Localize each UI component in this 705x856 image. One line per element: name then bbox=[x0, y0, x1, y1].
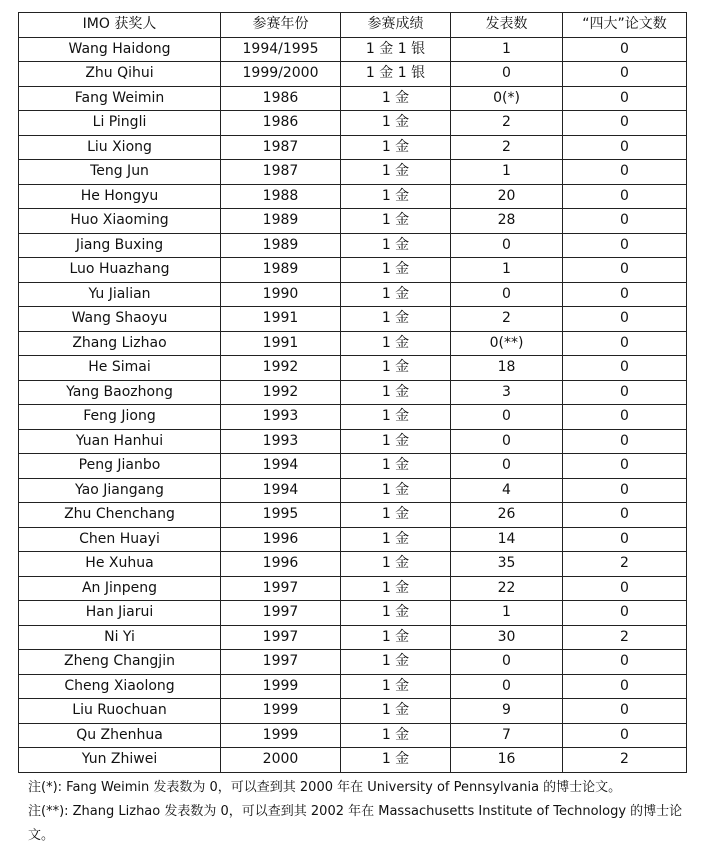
cell-top-four-papers: 0 bbox=[563, 111, 687, 136]
cell-top-four-papers: 0 bbox=[563, 331, 687, 356]
cell-winner: Peng Jianbo bbox=[19, 454, 221, 479]
cell-result: 1 金 bbox=[341, 233, 451, 258]
cell-winner: Jiang Buxing bbox=[19, 233, 221, 258]
table-row bbox=[19, 625, 687, 650]
cell-result: 1 金 bbox=[341, 478, 451, 503]
cell-year: 1992 bbox=[221, 380, 341, 405]
table-row bbox=[19, 209, 687, 234]
cell-result: 1 金 bbox=[341, 625, 451, 650]
cell-year: 1999 bbox=[221, 699, 341, 724]
cell-winner: Yao Jiangang bbox=[19, 478, 221, 503]
cell-year: 1997 bbox=[221, 625, 341, 650]
cell-result: 1 金 1 银 bbox=[341, 37, 451, 62]
table-row bbox=[19, 478, 687, 503]
footnote-2: 注(**): Zhang Lizhao 发表数为 0，可以查到其 2002 年在 Massachusetts Institute of Technology 的博士论文。 bbox=[28, 804, 683, 843]
cell-winner: Huo Xiaoming bbox=[19, 209, 221, 234]
cell-top-four-papers: 0 bbox=[563, 307, 687, 332]
cell-top-four-papers: 0 bbox=[563, 527, 687, 552]
cell-year: 1996 bbox=[221, 527, 341, 552]
cell-publications: 4 bbox=[451, 478, 563, 503]
footnote-1: 注(*): Fang Weimin 发表数为 0，可以查到其 2000 年在 University of Pennsylvania 的博士论文。 bbox=[28, 780, 622, 795]
cell-winner: Feng Jiong bbox=[19, 405, 221, 430]
cell-publications: 0(**) bbox=[451, 331, 563, 356]
cell-year: 1999/2000 bbox=[221, 62, 341, 87]
table-body bbox=[19, 37, 687, 772]
table-row bbox=[19, 111, 687, 136]
cell-year: 1997 bbox=[221, 601, 341, 626]
cell-top-four-papers: 0 bbox=[563, 62, 687, 87]
cell-publications: 0 bbox=[451, 62, 563, 87]
cell-result: 1 金 bbox=[341, 282, 451, 307]
cell-year: 1991 bbox=[221, 331, 341, 356]
cell-publications: 20 bbox=[451, 184, 563, 209]
cell-winner: Luo Huazhang bbox=[19, 258, 221, 283]
cell-winner: Yun Zhiwei bbox=[19, 748, 221, 773]
cell-winner: Chen Huayi bbox=[19, 527, 221, 552]
cell-winner: Yu Jialian bbox=[19, 282, 221, 307]
cell-publications: 2 bbox=[451, 111, 563, 136]
table-row bbox=[19, 356, 687, 381]
cell-publications: 0 bbox=[451, 674, 563, 699]
cell-publications: 0 bbox=[451, 282, 563, 307]
cell-year: 1992 bbox=[221, 356, 341, 381]
cell-year: 1989 bbox=[221, 209, 341, 234]
cell-top-four-papers: 2 bbox=[563, 748, 687, 773]
cell-top-four-papers: 0 bbox=[563, 356, 687, 381]
cell-result: 1 金 bbox=[341, 209, 451, 234]
header-year: 参赛年份 bbox=[221, 13, 341, 38]
cell-year: 1995 bbox=[221, 503, 341, 528]
cell-year: 1991 bbox=[221, 307, 341, 332]
cell-year: 1993 bbox=[221, 429, 341, 454]
table-row bbox=[19, 429, 687, 454]
cell-publications: 3 bbox=[451, 380, 563, 405]
cell-publications: 26 bbox=[451, 503, 563, 528]
cell-result: 1 金 bbox=[341, 601, 451, 626]
cell-year: 2000 bbox=[221, 748, 341, 773]
table-row bbox=[19, 674, 687, 699]
cell-top-four-papers: 0 bbox=[563, 699, 687, 724]
cell-winner: Wang Shaoyu bbox=[19, 307, 221, 332]
cell-result: 1 金 bbox=[341, 331, 451, 356]
cell-publications: 1 bbox=[451, 160, 563, 185]
imo-winners-table bbox=[18, 12, 687, 773]
cell-year: 1989 bbox=[221, 233, 341, 258]
cell-result: 1 金 bbox=[341, 307, 451, 332]
cell-year: 1999 bbox=[221, 674, 341, 699]
table-row bbox=[19, 527, 687, 552]
table-row bbox=[19, 699, 687, 724]
cell-result: 1 金 bbox=[341, 111, 451, 136]
cell-year: 1996 bbox=[221, 552, 341, 577]
cell-publications: 35 bbox=[451, 552, 563, 577]
cell-top-four-papers: 0 bbox=[563, 601, 687, 626]
cell-top-four-papers: 2 bbox=[563, 625, 687, 650]
table-row bbox=[19, 86, 687, 111]
cell-result: 1 金 bbox=[341, 552, 451, 577]
cell-publications: 0 bbox=[451, 454, 563, 479]
cell-top-four-papers: 0 bbox=[563, 405, 687, 430]
cell-winner: Yang Baozhong bbox=[19, 380, 221, 405]
cell-result: 1 金 bbox=[341, 454, 451, 479]
table-row bbox=[19, 380, 687, 405]
cell-winner: Teng Jun bbox=[19, 160, 221, 185]
cell-result: 1 金 bbox=[341, 429, 451, 454]
cell-top-four-papers: 0 bbox=[563, 282, 687, 307]
cell-result: 1 金 bbox=[341, 160, 451, 185]
table-row bbox=[19, 576, 687, 601]
cell-winner: Cheng Xiaolong bbox=[19, 674, 221, 699]
cell-winner: Zhu Chenchang bbox=[19, 503, 221, 528]
cell-year: 1987 bbox=[221, 135, 341, 160]
cell-top-four-papers: 0 bbox=[563, 135, 687, 160]
cell-result: 1 金 bbox=[341, 527, 451, 552]
cell-top-four-papers: 0 bbox=[563, 184, 687, 209]
table-row bbox=[19, 552, 687, 577]
cell-top-four-papers: 0 bbox=[563, 650, 687, 675]
cell-top-four-papers: 0 bbox=[563, 160, 687, 185]
header-winner: IMO 获奖人 bbox=[19, 13, 221, 38]
cell-result: 1 金 bbox=[341, 380, 451, 405]
cell-winner: Zhang Lizhao bbox=[19, 331, 221, 356]
cell-publications: 0 bbox=[451, 650, 563, 675]
cell-top-four-papers: 0 bbox=[563, 503, 687, 528]
cell-year: 1986 bbox=[221, 111, 341, 136]
table-row bbox=[19, 331, 687, 356]
cell-publications: 0 bbox=[451, 405, 563, 430]
table-row bbox=[19, 601, 687, 626]
cell-result: 1 金 bbox=[341, 258, 451, 283]
table-row bbox=[19, 258, 687, 283]
cell-winner: Zhu Qihui bbox=[19, 62, 221, 87]
table-row bbox=[19, 233, 687, 258]
cell-winner: Qu Zhenhua bbox=[19, 723, 221, 748]
cell-publications: 30 bbox=[451, 625, 563, 650]
footnotes bbox=[28, 776, 688, 848]
cell-publications: 9 bbox=[451, 699, 563, 724]
cell-top-four-papers: 0 bbox=[563, 37, 687, 62]
cell-winner: He Simai bbox=[19, 356, 221, 381]
table-header bbox=[19, 13, 687, 38]
cell-year: 1997 bbox=[221, 576, 341, 601]
cell-result: 1 金 bbox=[341, 650, 451, 675]
cell-top-four-papers: 0 bbox=[563, 429, 687, 454]
table-row bbox=[19, 723, 687, 748]
cell-year: 1989 bbox=[221, 258, 341, 283]
cell-top-four-papers: 2 bbox=[563, 552, 687, 577]
cell-result: 1 金 bbox=[341, 723, 451, 748]
cell-winner: Ni Yi bbox=[19, 625, 221, 650]
cell-publications: 0 bbox=[451, 233, 563, 258]
cell-year: 1999 bbox=[221, 723, 341, 748]
cell-winner: Yuan Hanhui bbox=[19, 429, 221, 454]
cell-publications: 2 bbox=[451, 135, 563, 160]
cell-year: 1997 bbox=[221, 650, 341, 675]
header-result: 参赛成绩 bbox=[341, 13, 451, 38]
cell-result: 1 金 bbox=[341, 748, 451, 773]
table-row bbox=[19, 503, 687, 528]
header-publications: 发表数 bbox=[451, 13, 563, 38]
table-row bbox=[19, 405, 687, 430]
cell-publications: 22 bbox=[451, 576, 563, 601]
cell-top-four-papers: 0 bbox=[563, 209, 687, 234]
header-top-four-papers: “四大”论文数 bbox=[563, 13, 687, 38]
cell-winner: Li Pingli bbox=[19, 111, 221, 136]
cell-publications: 1 bbox=[451, 601, 563, 626]
table-row bbox=[19, 650, 687, 675]
cell-publications: 18 bbox=[451, 356, 563, 381]
table-row bbox=[19, 282, 687, 307]
cell-year: 1994/1995 bbox=[221, 37, 341, 62]
cell-top-four-papers: 0 bbox=[563, 233, 687, 258]
cell-top-four-papers: 0 bbox=[563, 723, 687, 748]
cell-winner: Han Jiarui bbox=[19, 601, 221, 626]
table-row bbox=[19, 62, 687, 87]
cell-result: 1 金 bbox=[341, 86, 451, 111]
table-row bbox=[19, 748, 687, 773]
cell-top-four-papers: 0 bbox=[563, 258, 687, 283]
cell-result: 1 金 bbox=[341, 576, 451, 601]
cell-publications: 0(*) bbox=[451, 86, 563, 111]
cell-winner: Liu Ruochuan bbox=[19, 699, 221, 724]
cell-top-four-papers: 0 bbox=[563, 380, 687, 405]
table-row bbox=[19, 37, 687, 62]
cell-year: 1994 bbox=[221, 478, 341, 503]
cell-publications: 2 bbox=[451, 307, 563, 332]
cell-publications: 0 bbox=[451, 429, 563, 454]
cell-top-four-papers: 0 bbox=[563, 454, 687, 479]
cell-year: 1990 bbox=[221, 282, 341, 307]
cell-winner: He Xuhua bbox=[19, 552, 221, 577]
cell-winner: Wang Haidong bbox=[19, 37, 221, 62]
cell-publications: 1 bbox=[451, 37, 563, 62]
cell-winner: He Hongyu bbox=[19, 184, 221, 209]
cell-result: 1 金 1 银 bbox=[341, 62, 451, 87]
cell-year: 1987 bbox=[221, 160, 341, 185]
cell-publications: 28 bbox=[451, 209, 563, 234]
cell-year: 1994 bbox=[221, 454, 341, 479]
cell-publications: 16 bbox=[451, 748, 563, 773]
cell-result: 1 金 bbox=[341, 699, 451, 724]
cell-publications: 1 bbox=[451, 258, 563, 283]
header-row bbox=[19, 13, 687, 38]
cell-result: 1 金 bbox=[341, 405, 451, 430]
cell-top-four-papers: 0 bbox=[563, 674, 687, 699]
table-row bbox=[19, 135, 687, 160]
cell-winner: Liu Xiong bbox=[19, 135, 221, 160]
table-row bbox=[19, 454, 687, 479]
cell-winner: Zheng Changjin bbox=[19, 650, 221, 675]
cell-publications: 7 bbox=[451, 723, 563, 748]
cell-year: 1986 bbox=[221, 86, 341, 111]
cell-result: 1 金 bbox=[341, 503, 451, 528]
cell-top-four-papers: 0 bbox=[563, 478, 687, 503]
cell-top-four-papers: 0 bbox=[563, 576, 687, 601]
cell-result: 1 金 bbox=[341, 184, 451, 209]
cell-winner: An Jinpeng bbox=[19, 576, 221, 601]
cell-winner: Fang Weimin bbox=[19, 86, 221, 111]
cell-result: 1 金 bbox=[341, 356, 451, 381]
cell-publications: 14 bbox=[451, 527, 563, 552]
cell-top-four-papers: 0 bbox=[563, 86, 687, 111]
table-row bbox=[19, 160, 687, 185]
cell-result: 1 金 bbox=[341, 674, 451, 699]
table-row bbox=[19, 184, 687, 209]
cell-year: 1993 bbox=[221, 405, 341, 430]
cell-result: 1 金 bbox=[341, 135, 451, 160]
table-row bbox=[19, 307, 687, 332]
cell-year: 1988 bbox=[221, 184, 341, 209]
